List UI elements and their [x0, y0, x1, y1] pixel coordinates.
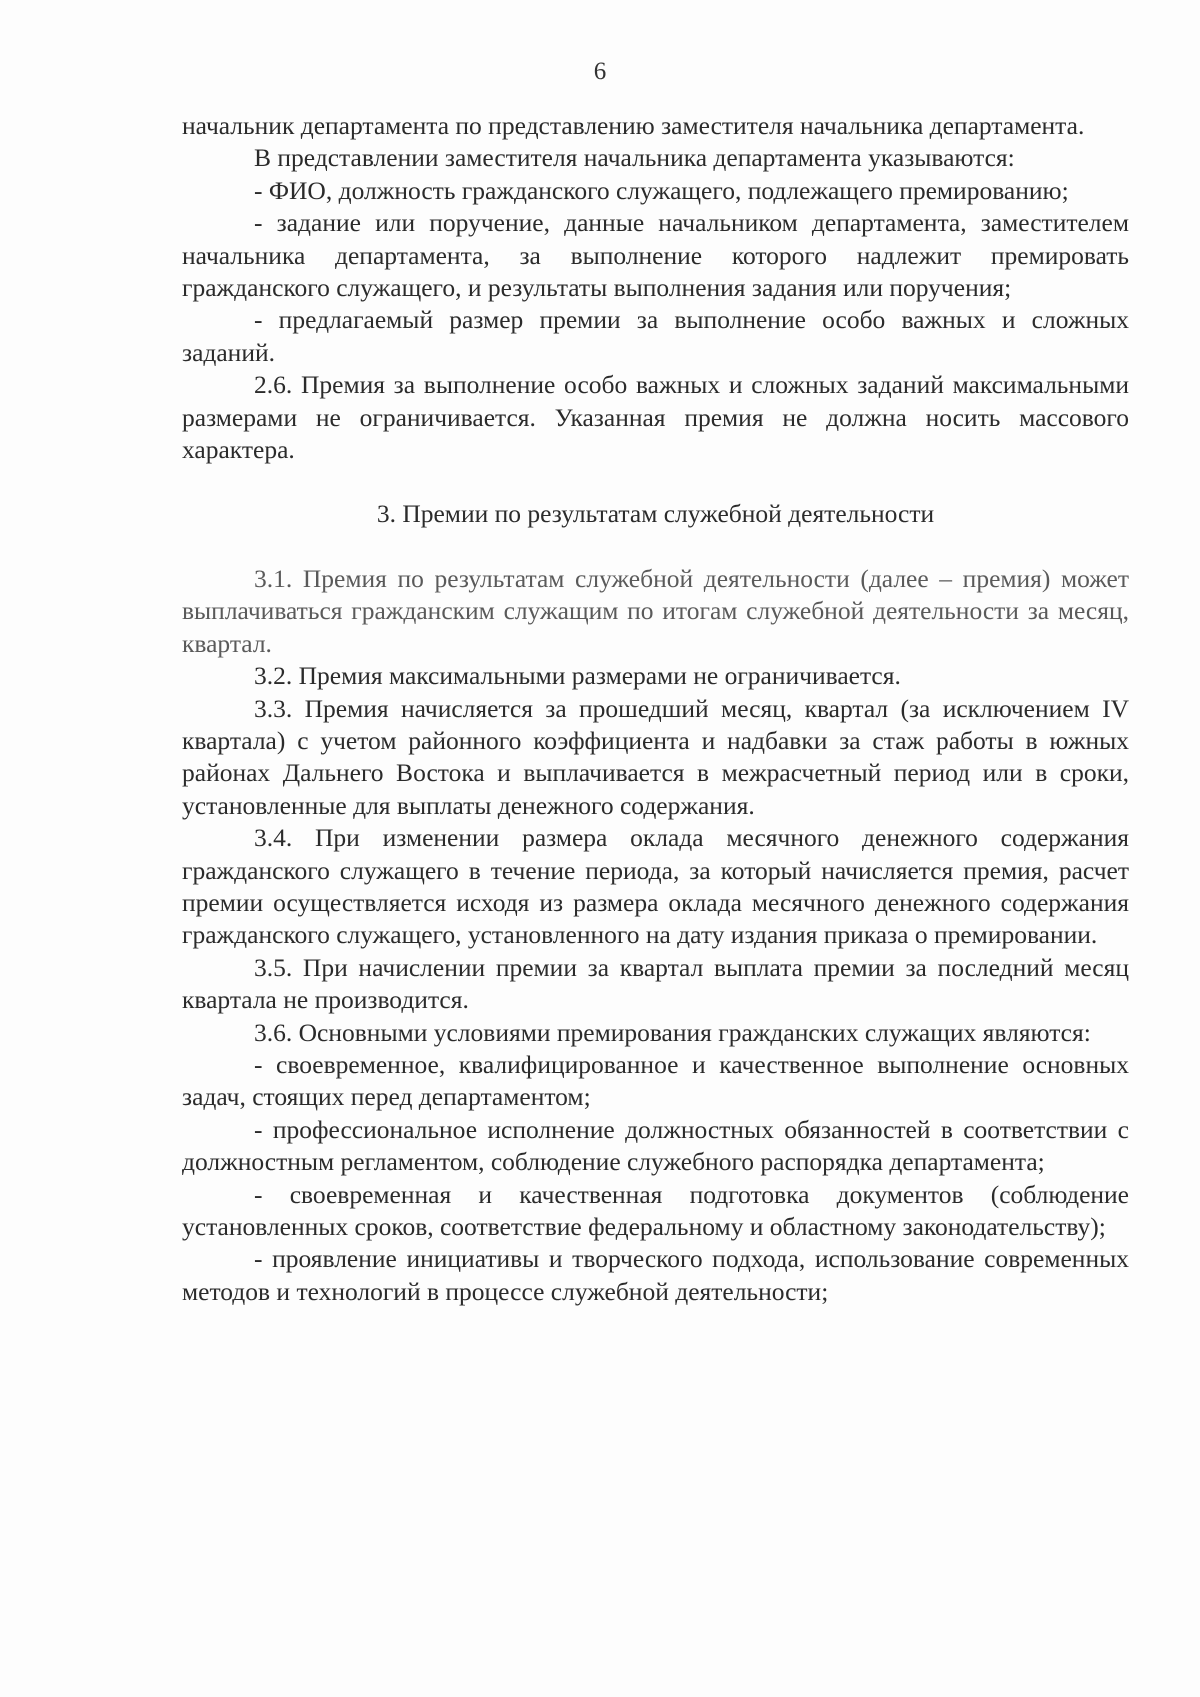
list-item: - профессиональное исполнение должностных обязанностей в соответствии с должностным регламентом, соблюдение служебного распорядка департамента;	[182, 1114, 1129, 1177]
list-item: - проявление инициативы и творческого подхода, использование современных методов и технологий в процессе служебной деятельности;	[182, 1244, 1129, 1306]
section-heading: 3. Премии по результатам служебной деятельности	[376, 499, 935, 529]
paragraph: 3.3. Премия начисляется за прошедший месяц, квартал (за исключением IV квартала) с учетом районного коэффициента и надбавки за стаж работы в южных районах Дальнего Востока и выплачивается в межрасчетный период или в сроки, установленные для выплаты денежного содержания.	[182, 693, 1129, 820]
page-number: 6	[593, 58, 607, 85]
paragraph: начальник департамента по представлению заместителя начальника департамента.	[182, 111, 1085, 140]
paragraph: 3.1. Премия по результатам служебной деятельности (далее – премия) может выплачиваться гражданским служащим по итогам служебной деятельности за месяц, квартал.	[182, 563, 1129, 658]
paragraph: 3.5. При начислении премии за квартал выплата премии за последний месяц квартала не производится.	[182, 952, 1129, 1015]
paragraph: 3.6. Основными условиями премирования гражданских служащих являются:	[254, 1017, 1091, 1047]
list-item: - предлагаемый размер премии за выполнение особо важных и сложных заданий.	[182, 305, 1129, 367]
paragraph: 3.2. Премия максимальными размерами не ограничивается.	[254, 661, 901, 691]
paragraph: В представлении заместителя начальника департамента указываются:	[254, 143, 1015, 173]
list-item: - своевременная и качественная подготовка документов (соблюдение установленных сроков, соответствие федеральному и областному законодательству);	[182, 1179, 1129, 1241]
list-item: - задание или поручение, данные начальником департамента, заместителем начальника департамента, за выполнение которого надлежит премировать гражданского служащего, и результаты выполнения задания или поручения;	[182, 208, 1129, 303]
list-item: - ФИО, должность гражданского служащего, подлежащего премированию;	[254, 175, 1069, 205]
paragraph: 2.6. Премия за выполнение особо важных и сложных заданий максимальными размерами не ограничивается. Указанная премия не должна носить массового характера.	[182, 370, 1129, 465]
paragraph: 3.4. При изменении размера оклада месячного денежного содержания гражданского служащего в течение периода, за который начисляется премия, расчет премии осуществляется исходя из размера оклада месячного денежного содержания гражданского служащего, установленного на дату издания приказа о премировании.	[182, 823, 1129, 950]
document-body	[182, 110, 1129, 1308]
list-item: - своевременное, квалифицированное и качественное выполнение основных задач, стоящих перед департаментом;	[182, 1049, 1129, 1112]
